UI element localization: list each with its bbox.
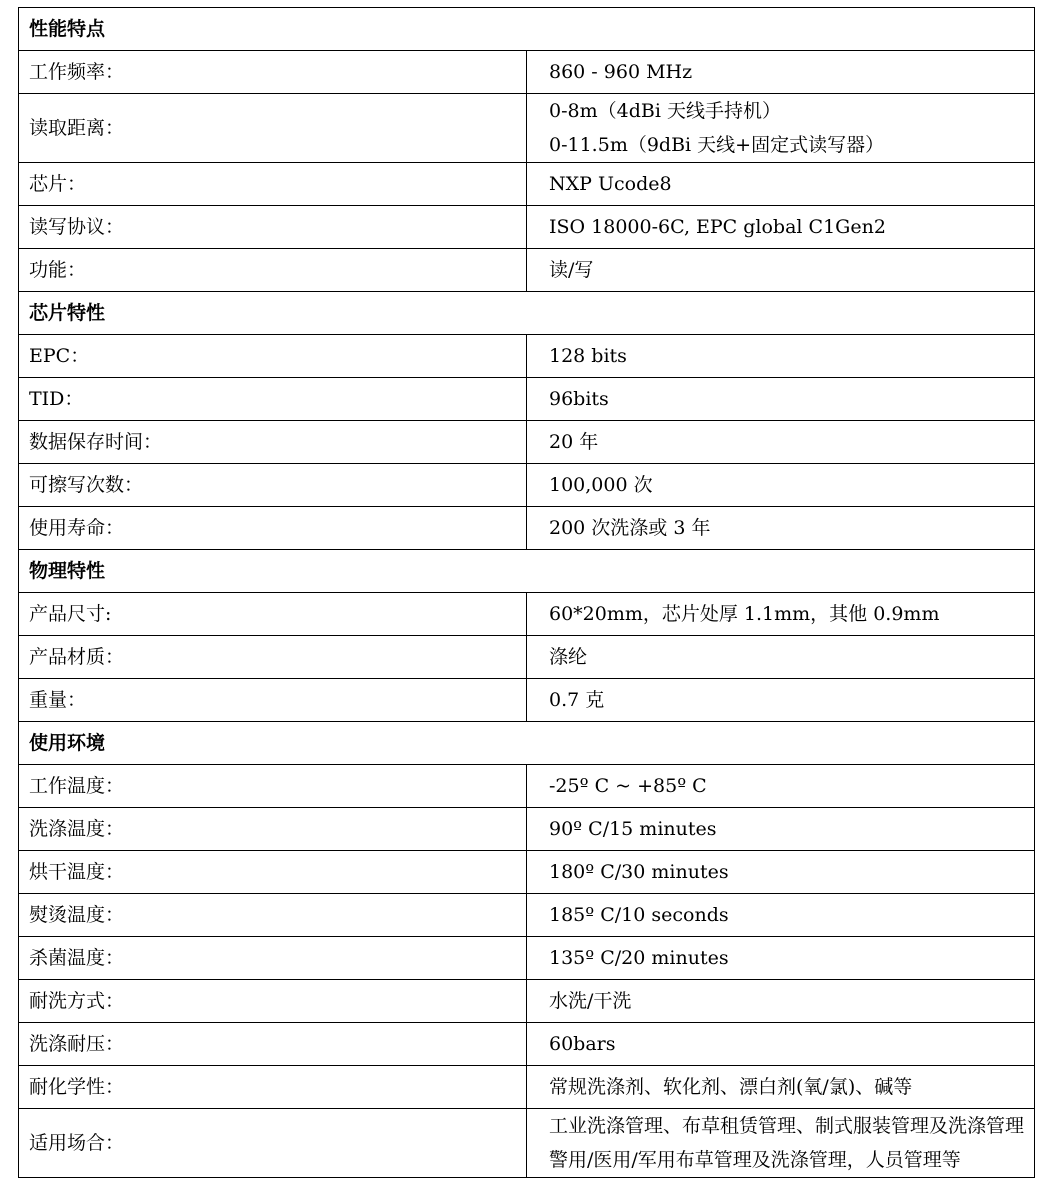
spec-row (19, 679, 1035, 722)
spec-value-line: 0.7 克 (549, 689, 605, 711)
spec-value (527, 937, 1035, 980)
spec-row (19, 378, 1035, 421)
spec-label: 使用寿命： (19, 507, 527, 550)
spec-label: 功能： (19, 249, 527, 292)
spec-label: 重量： (19, 679, 527, 722)
spec-value (527, 679, 1035, 722)
spec-value-line: 0-11.5m（9dBi 天线+固定式读写器） (549, 134, 885, 156)
spec-label: 读取距离： (19, 94, 527, 163)
spec-row (19, 206, 1035, 249)
spec-value (527, 507, 1035, 550)
spec-value-line: 读/写 (549, 259, 594, 281)
spec-row (19, 593, 1035, 636)
spec-value (527, 980, 1035, 1023)
spec-value (527, 894, 1035, 937)
section-header-row (19, 8, 1035, 51)
spec-value (527, 249, 1035, 292)
spec-row (19, 980, 1035, 1023)
spec-label: 工作温度： (19, 765, 527, 808)
spec-value (527, 1023, 1035, 1066)
spec-value-line: -25º C ~ +85º C (549, 775, 707, 797)
section-header-row (19, 550, 1035, 593)
spec-label: 耐洗方式： (19, 980, 527, 1023)
section-header-row (19, 292, 1035, 335)
spec-value-line: ISO 18000-6C, EPC global C1Gen2 (549, 216, 886, 238)
spec-value (527, 94, 1035, 163)
section-title: 物理特性 (19, 550, 1035, 593)
spec-label: 熨烫温度： (19, 894, 527, 937)
spec-value (527, 1109, 1035, 1178)
spec-value (527, 593, 1035, 636)
spec-value-line: 90º C/15 minutes (549, 818, 717, 840)
spec-label: TID： (19, 378, 527, 421)
spec-row (19, 335, 1035, 378)
spec-value-line: 180º C/30 minutes (549, 861, 729, 883)
spec-table-body (19, 8, 1035, 1178)
spec-value (527, 808, 1035, 851)
spec-label: 产品材质： (19, 636, 527, 679)
spec-value-line: 20 年 (549, 431, 599, 453)
section-title: 性能特点 (19, 8, 1035, 51)
section-title: 芯片特性 (19, 292, 1035, 335)
spec-value-line: 水洗/干洗 (549, 990, 632, 1012)
spec-value-line: 涤纶 (549, 646, 588, 668)
spec-row (19, 163, 1035, 206)
spec-row (19, 94, 1035, 163)
spec-label: 产品尺寸: (19, 593, 527, 636)
spec-label: 芯片： (19, 163, 527, 206)
spec-value-line: 185º C/10 seconds (549, 904, 729, 926)
spec-row (19, 894, 1035, 937)
spec-value (527, 335, 1035, 378)
spec-value-line: 96bits (549, 388, 609, 410)
spec-row (19, 421, 1035, 464)
section-header-row (19, 722, 1035, 765)
spec-value (527, 51, 1035, 94)
spec-label: 洗涤耐压： (19, 1023, 527, 1066)
spec-value (527, 206, 1035, 249)
spec-row (19, 937, 1035, 980)
spec-row (19, 636, 1035, 679)
spec-label: 烘干温度： (19, 851, 527, 894)
spec-label: EPC： (19, 335, 527, 378)
spec-row (19, 851, 1035, 894)
spec-value (527, 1066, 1035, 1109)
spec-value (527, 636, 1035, 679)
spec-value (527, 378, 1035, 421)
spec-value-line: 警用/医用/军用布草管理及洗涤管理，人员管理等 (549, 1149, 961, 1171)
spec-label: 可擦写次数： (19, 464, 527, 507)
spec-row (19, 1023, 1035, 1066)
spec-value-line: 860 - 960 MHz (549, 61, 693, 83)
spec-value-line: 128 bits (549, 345, 627, 367)
spec-value-line: 60*20mm，芯片处厚 1.1mm，其他 0.9mm (549, 603, 940, 625)
spec-row (19, 507, 1035, 550)
spec-label: 耐化学性： (19, 1066, 527, 1109)
section-title: 使用环境 (19, 722, 1035, 765)
spec-row (19, 1109, 1035, 1178)
spec-value (527, 163, 1035, 206)
spec-row (19, 51, 1035, 94)
spec-value (527, 765, 1035, 808)
spec-label: 读写协议： (19, 206, 527, 249)
spec-value-line: 200 次洗涤或 3 年 (549, 517, 711, 539)
spec-label: 杀菌温度： (19, 937, 527, 980)
spec-value-line: 0-8m（4dBi 天线手持机） (549, 100, 781, 122)
spec-value-line: 常规洗涤剂、软化剂、漂白剂(氧/氯)、碱等 (549, 1076, 913, 1098)
spec-value-line: 100,000 次 (549, 474, 653, 496)
spec-value (527, 464, 1035, 507)
spec-value-line: 60bars (549, 1033, 616, 1055)
spec-label: 工作频率： (19, 51, 527, 94)
spec-row (19, 1066, 1035, 1109)
spec-row (19, 808, 1035, 851)
spec-label: 适用场合： (19, 1109, 527, 1178)
spec-label: 洗涤温度： (19, 808, 527, 851)
spec-table (18, 7, 1035, 1178)
spec-value-line: 135º C/20 minutes (549, 947, 729, 969)
spec-row (19, 249, 1035, 292)
spec-label: 数据保存时间： (19, 421, 527, 464)
spec-row (19, 765, 1035, 808)
spec-value (527, 421, 1035, 464)
spec-value (527, 851, 1035, 894)
spec-value-line: NXP Ucode8 (549, 173, 672, 195)
spec-value-line: 工业洗涤管理、布草租赁管理、制式服装管理及洗涤管理 (549, 1115, 1025, 1137)
spec-row (19, 464, 1035, 507)
